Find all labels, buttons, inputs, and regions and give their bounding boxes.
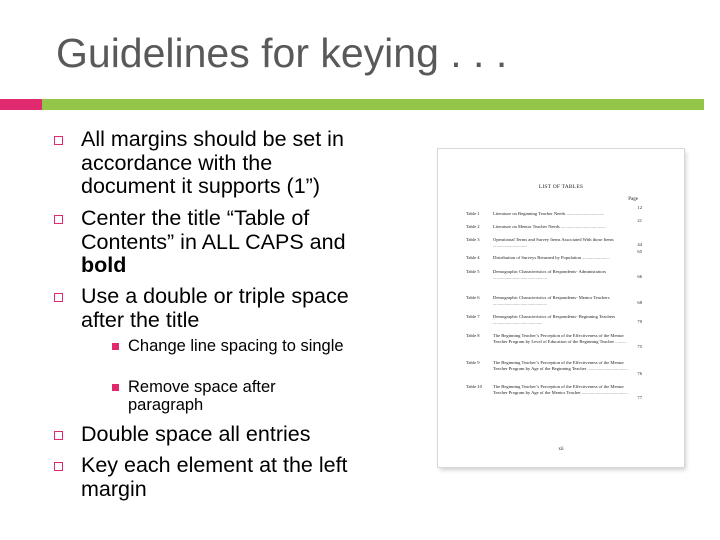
sub-bullet-text: Change line spacing to single	[128, 337, 344, 355]
toc-entry	[466, 384, 642, 401]
toc-entry-page: 44	[637, 242, 642, 248]
document-page-header: Page	[628, 197, 638, 202]
bullet-box-icon	[54, 215, 63, 224]
toc-entry-page: 76	[637, 371, 642, 377]
toc-entry-label: Table 8	[466, 333, 480, 338]
toc-entry-text: The Beginning Teacher’s Perception of the Effectiveness of the Mentor Teacher Program by Age of the Mentor Teacher ........................................	[493, 384, 628, 395]
bullet-box-icon	[54, 293, 63, 302]
toc-entry-label: Table 7	[466, 314, 480, 319]
toc-entry-text: Literature on Mentor Teacher Needs .......................................	[493, 224, 606, 229]
bullet-text: Double space all entries	[81, 422, 311, 446]
toc-entry-text: Demographic Characteristics of Respondents- Beginning Teachers ...........................................	[493, 314, 616, 325]
toc-entry	[466, 295, 642, 306]
toc-entry-label: Table 3	[466, 237, 480, 242]
toc-entry-text: Operational Terms and Survey Items Associated With those Items ..............................	[493, 237, 614, 248]
bullet-item	[81, 454, 366, 501]
bullet-text: Key each element at the left margin	[81, 453, 348, 501]
toc-entry	[466, 269, 642, 280]
bullet-item	[81, 423, 366, 447]
toc-entry-page: 70	[637, 319, 642, 325]
toc-entry-text: Demographic Characteristics of Respondents- Mentor Teachers ...............................................	[493, 295, 610, 306]
toc-entry-text: Distribution of Surveys Returned by Population ........................	[493, 255, 610, 260]
toc-entry-page: 12	[637, 205, 642, 211]
bullet-text: Center the title “Table of Contents” in ALL CAPS and	[81, 206, 346, 254]
toc-entry-label: Table 2	[466, 224, 480, 229]
bullet-item	[81, 285, 366, 332]
toc-entry-text: Demographic Characteristics of Respondents- Administrators ...............................................	[493, 269, 607, 280]
sub-bullet-item	[128, 379, 348, 414]
document-title: LIST OF TABLES	[538, 184, 584, 190]
toc-entry	[466, 314, 642, 325]
toc-entry-label: Table 9	[466, 360, 480, 365]
bullet-box-icon	[54, 431, 63, 440]
toc-entry-label: Table 10	[466, 384, 482, 389]
toc-entry-label: Table 1	[466, 211, 480, 216]
bullet-text: All margins should be set in accordance with the document it supports (1”)	[81, 127, 344, 198]
toc-entry-page: 77	[637, 395, 642, 401]
toc-entry-page: 65	[637, 249, 642, 255]
slide-title: Guidelines for keying . . .	[56, 30, 508, 76]
sub-bullet-item	[128, 338, 348, 356]
toc-entry-text: Literature on Beginning Teacher Needs .................................	[493, 211, 605, 216]
sub-bullet-square-icon	[112, 384, 119, 391]
sub-bullet-square-icon	[112, 343, 119, 350]
toc-entry-page: 21	[637, 218, 642, 224]
bullet-item	[81, 128, 366, 199]
bullet-text: Use a double or triple space after the title	[81, 284, 349, 332]
toc-entry-page: 75	[637, 344, 642, 350]
bullet-box-icon	[54, 462, 63, 471]
bullet-bold-text: bold	[81, 253, 127, 277]
sub-bullet-text: Remove space after paragraph	[128, 378, 276, 414]
toc-entry-page: 66	[637, 274, 642, 280]
toc-entry	[466, 237, 642, 248]
toc-entry-page: 68	[637, 300, 642, 306]
document-page-number: xii	[558, 447, 564, 452]
toc-entry-label: Table 6	[466, 295, 480, 300]
toc-entry-text: The Beginning Teacher’s Perception of the Effectiveness of the Mentor Teacher Program by Age of the Beginning Teacher ...................................	[493, 360, 628, 371]
document-thumbnail	[437, 148, 685, 468]
toc-entry-label: Table 4	[466, 255, 480, 260]
toc-entry	[466, 360, 642, 377]
toc-entry-text: The Beginning Teacher’s Perception of the Effectiveness of the Mentor Teacher Program by Level of Education of the Beginning Teacher ..........	[493, 333, 627, 344]
toc-entry-label: Table 5	[466, 269, 480, 274]
toc-entry	[466, 333, 642, 350]
bullet-item	[81, 207, 366, 278]
bullet-box-icon	[54, 136, 63, 145]
